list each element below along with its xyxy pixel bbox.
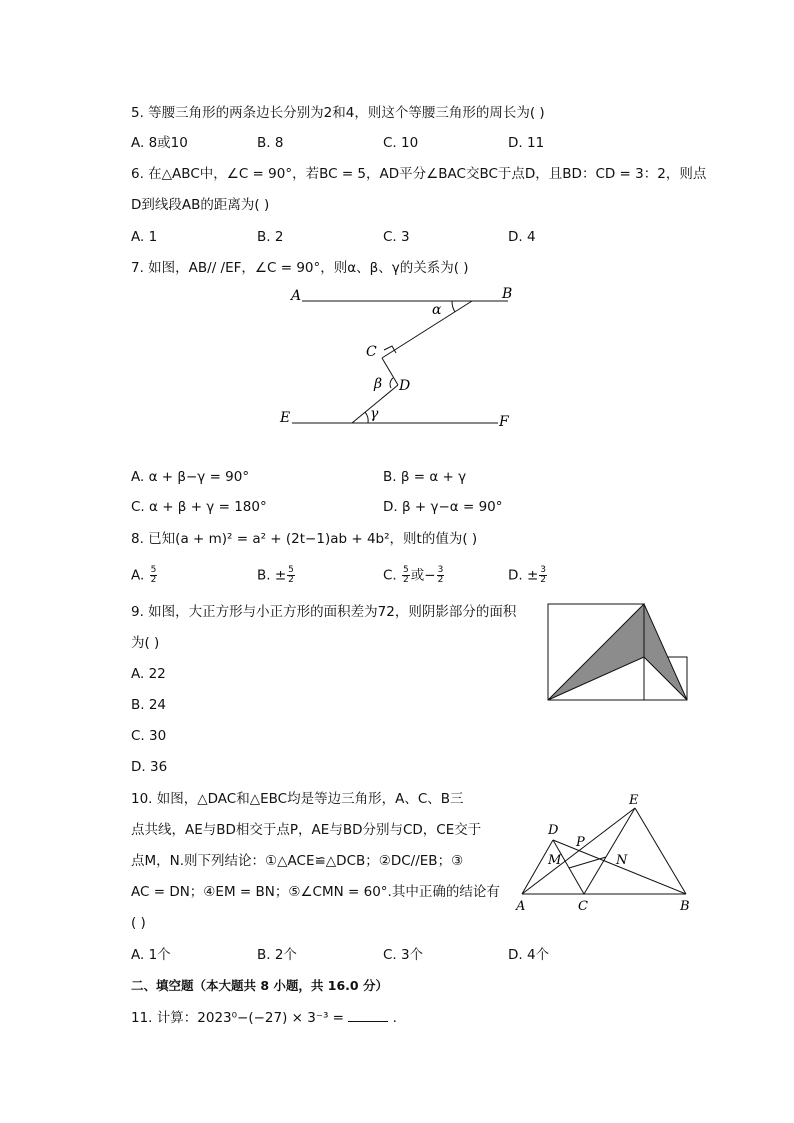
q7-segment-cd xyxy=(382,358,398,385)
q5-option-b[interactable]: B. 8 xyxy=(257,135,284,151)
q8-option-b-denominator: 2 xyxy=(288,575,294,585)
q5-option-a[interactable]: A. 8或10 xyxy=(131,135,188,151)
q10-label-m: M xyxy=(548,853,562,868)
q8-option-b-prefix: B. ± xyxy=(257,567,287,584)
q7-figure xyxy=(270,280,530,440)
q10-label-n: N xyxy=(616,853,628,868)
q8-option-b-fraction xyxy=(287,566,295,585)
q10-label-e: E xyxy=(629,793,639,808)
q7-angle-beta-arc xyxy=(390,378,393,388)
q9-shaded-triangle-right xyxy=(644,604,687,700)
q10-option-a[interactable]: A. 1个 xyxy=(131,947,171,963)
q6-option-d[interactable]: D. 4 xyxy=(508,229,536,245)
q10-line2: 点共线，AE与BD相交于点P，AE与BD分别与CD，CE交于 xyxy=(131,822,482,838)
q8-option-c[interactable] xyxy=(383,566,445,585)
q7-angle-gamma-arc xyxy=(365,412,368,423)
q10-line5: ( ) xyxy=(131,915,146,931)
q8-option-c-denominator-1: 2 xyxy=(403,575,409,585)
q6-option-b[interactable]: B. 2 xyxy=(257,229,284,245)
q7-option-c[interactable]: C. α + β + γ = 180° xyxy=(131,499,267,515)
q9-option-a[interactable]: A. 22 xyxy=(131,666,166,682)
q8-option-d-fraction xyxy=(539,566,547,585)
q8-option-c-fraction-2 xyxy=(437,566,445,585)
q11-suffix: . xyxy=(388,1010,397,1026)
q10-label-d: D xyxy=(548,823,559,838)
q7-option-b[interactable]: B. β = α + γ xyxy=(383,469,467,485)
q11-prefix: 11. 计算：2023⁰−(−27) × 3⁻³ = xyxy=(131,1010,349,1026)
q8-option-c-fraction-1 xyxy=(402,566,410,585)
q8-option-c-prefix: C. xyxy=(383,567,402,584)
q8-option-d-prefix: D. ± xyxy=(508,567,539,584)
q9-figure xyxy=(546,602,692,704)
q10-segment-eb xyxy=(635,808,686,894)
q10-label-a: A xyxy=(516,899,526,914)
q10-line3: 点M，N.则下列结论：①△ACE≌△DCB；②DC//EB；③ xyxy=(131,853,464,869)
q7-right-angle-mark xyxy=(384,346,396,353)
q10-figure xyxy=(508,790,704,920)
q7-angle-alpha-arc xyxy=(452,301,455,312)
q9-option-c[interactable]: C. 30 xyxy=(131,728,167,744)
q7-segment-bc xyxy=(382,301,472,358)
q7-label-alpha: α xyxy=(432,302,442,318)
q8-option-c-mid: 或− xyxy=(410,567,436,584)
q6-option-c[interactable]: C. 3 xyxy=(383,229,410,245)
q8-option-d-denominator: 2 xyxy=(540,575,547,585)
q8-stem: 8. 已知(a + m)² = a² + (2t−1)ab + 4b²，则t的值为( ) xyxy=(131,531,478,547)
q7-label-c: C xyxy=(366,344,377,360)
q7-label-f: F xyxy=(499,414,509,430)
q8-option-a[interactable] xyxy=(131,566,158,585)
q7-label-d: D xyxy=(399,378,411,394)
q10-segment-ce xyxy=(584,808,635,894)
q9-option-b[interactable]: B. 24 xyxy=(131,697,167,713)
q6-stem-line1: 6. 在△ABC中，∠C = 90°，若BC = 5，AD平分∠BAC交BC于点D，且BD：CD = 3：2，则点 xyxy=(131,166,707,182)
q8-option-c-denominator-2: 2 xyxy=(437,575,444,585)
q10-option-b[interactable]: B. 2个 xyxy=(257,947,297,963)
q7-label-b: B xyxy=(502,286,513,302)
q7-label-gamma: γ xyxy=(370,406,379,422)
q10-label-b: B xyxy=(680,899,690,914)
q7-label-a: A xyxy=(291,288,302,304)
q5-option-d[interactable]: D. 11 xyxy=(508,135,545,151)
q8-option-a-numerator: 5 xyxy=(150,565,157,575)
q7-option-a[interactable]: A. α + β−γ = 90° xyxy=(131,469,250,485)
section-2-heading: 二、填空题（本大题共 8 小题，共 16.0 分） xyxy=(131,978,388,993)
q10-segment-ae xyxy=(522,808,635,894)
q9-option-d[interactable]: D. 36 xyxy=(131,759,168,775)
q8-option-a-prefix: A. xyxy=(131,567,149,584)
q7-label-beta: β xyxy=(374,376,383,392)
q8-option-c-numerator-2: 3 xyxy=(437,565,444,575)
q7-option-d[interactable]: D. β + γ−α = 90° xyxy=(383,499,503,515)
q8-option-d-numerator: 3 xyxy=(540,565,547,575)
q10-label-c: C xyxy=(578,899,588,914)
q5-stem: 5. 等腰三角形的两条边长分别为2和4，则这个等腰三角形的周长为( ) xyxy=(131,105,545,121)
q7-stem: 7. 如图，AB// /EF，∠C = 90°，则α、β、γ的关系为( ) xyxy=(131,260,469,276)
q9-stem-line1: 9. 如图，大正方形与小正方形的面积差为72，则阴影部分的面积 xyxy=(131,604,517,620)
q5-option-c[interactable]: C. 10 xyxy=(383,135,419,151)
q9-stem-line2: 为( ) xyxy=(131,635,160,651)
q6-option-a[interactable]: A. 1 xyxy=(131,229,158,245)
q10-line1: 10. 如图，△DAC和△EBC均是等边三角形，A、C、B三 xyxy=(131,791,464,807)
q9-shaded-triangle-left xyxy=(548,604,644,700)
q8-option-b[interactable] xyxy=(257,566,296,585)
q10-option-d[interactable]: D. 4个 xyxy=(508,947,550,963)
q11-answer-blank[interactable] xyxy=(348,1009,388,1022)
q8-option-a-denominator: 2 xyxy=(150,575,157,585)
q8-option-b-numerator: 5 xyxy=(288,565,294,575)
q8-option-d[interactable] xyxy=(508,566,548,585)
q8-option-c-numerator-1: 5 xyxy=(403,565,409,575)
q6-stem-line2: D到线段AB的距离为( ) xyxy=(131,197,270,213)
q7-label-e: E xyxy=(280,410,291,426)
q10-line4: AC = DN；④EM = BN；⑤∠CMN = 60°.其中正确的结论有 xyxy=(131,884,500,900)
q8-option-a-fraction xyxy=(150,566,158,585)
q11-stem xyxy=(131,1009,397,1027)
q10-label-p: P xyxy=(576,835,585,850)
q10-option-c[interactable]: C. 3个 xyxy=(383,947,424,963)
